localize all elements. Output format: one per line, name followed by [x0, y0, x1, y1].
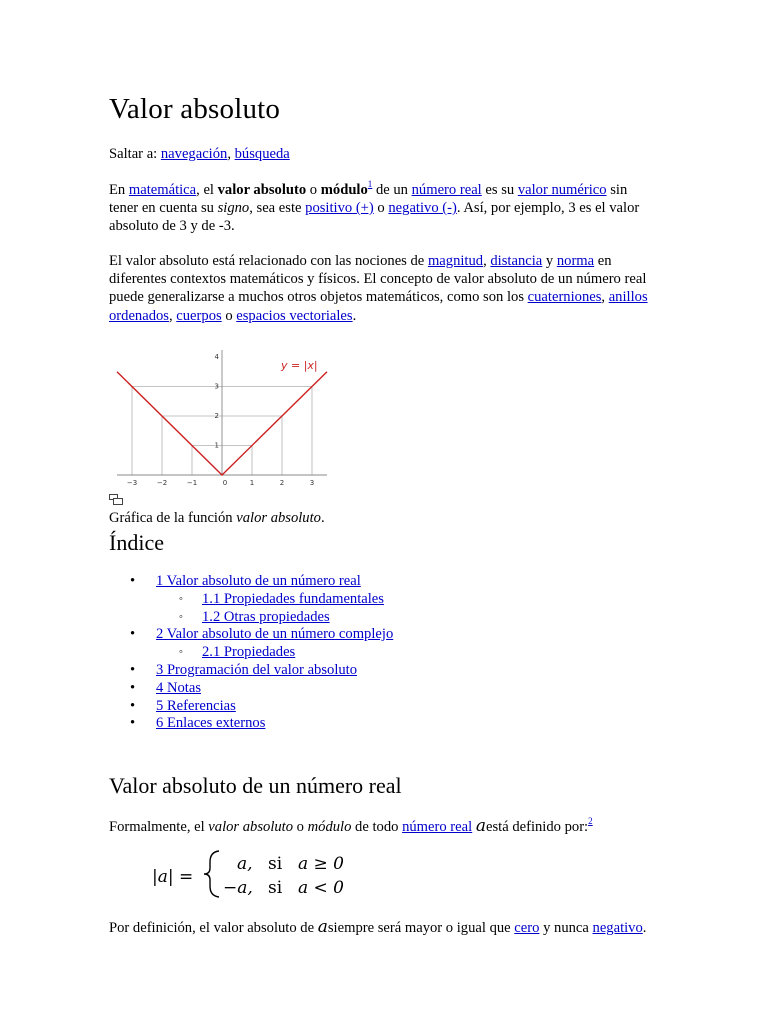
text: .	[320, 510, 325, 526]
toc-heading: Índice	[109, 530, 164, 555]
text: de todo	[351, 819, 403, 835]
toc-item	[109, 644, 393, 662]
absolute-value-chart[interactable]	[109, 350, 339, 490]
jump-links	[109, 145, 649, 163]
figure-caption	[109, 509, 649, 527]
bullet-icon: •	[130, 679, 136, 696]
x-tick-label: 3	[309, 479, 315, 487]
toc-item	[109, 698, 393, 716]
italic-term: signo	[217, 200, 250, 217]
jump-sep: ,	[227, 146, 235, 162]
text: sin tener en cuenta su	[109, 182, 628, 217]
circle-bullet-icon: ◦	[179, 610, 183, 623]
text: y	[542, 253, 557, 269]
formula-row2-cond: a < 0	[298, 878, 345, 898]
jump-prefix: Saltar a:	[109, 146, 161, 162]
text: Por definición, el valor absoluto de	[109, 920, 318, 936]
toc-item	[109, 662, 393, 680]
toc-link[interactable]: 1.1 Propiedades fundamentales	[202, 590, 384, 607]
toc-link[interactable]: 3 Programación del valor absoluto	[156, 661, 358, 678]
bullet-icon: •	[130, 697, 136, 714]
link-cero[interactable]: cero	[514, 920, 540, 936]
circle-bullet-icon: ◦	[179, 592, 183, 605]
text: Gráfica de la función	[109, 510, 237, 526]
formula-row2-si: si	[268, 878, 283, 898]
text: , sea este	[249, 200, 306, 217]
bullet-icon: •	[130, 715, 136, 732]
y-tick-label: 3	[214, 382, 219, 391]
enlarge-icon[interactable]	[109, 494, 123, 505]
y-tick-label: 2	[214, 412, 219, 420]
link-negativo-2[interactable]: negativo	[592, 920, 643, 936]
toc-item	[109, 609, 393, 627]
x-tick-label: −2	[156, 479, 168, 487]
link-busqueda[interactable]: búsqueda	[234, 146, 290, 162]
bullet-icon: •	[130, 626, 136, 643]
text: . Así, por ejemplo, 3 es el valor absoluto de 3 y de -3.	[109, 200, 640, 235]
formula-row1-cond: a ≥ 0	[298, 854, 345, 874]
text: de un	[372, 182, 412, 198]
text: o	[293, 819, 308, 835]
footnote-1[interactable]: 1	[367, 179, 373, 189]
table-of-contents	[109, 573, 393, 733]
math-variable: a	[317, 917, 328, 937]
link-numero-real[interactable]: número real	[411, 182, 482, 198]
formula-row2-value: −a,	[223, 878, 253, 898]
toc-link[interactable]: 2.1 Propiedades	[202, 644, 296, 661]
toc-link[interactable]: 1 Valor absoluto de un número real	[156, 573, 361, 589]
link-anillos-ordenados[interactable]: anillos ordenados	[109, 289, 648, 324]
text: Formalmente, el	[109, 819, 209, 835]
bullet-icon: •	[130, 573, 136, 589]
toc-link[interactable]: 5 Referencias	[156, 697, 236, 714]
text: ,	[601, 289, 609, 306]
toc-item	[109, 715, 393, 733]
x-tick-label: 1	[249, 479, 255, 487]
piecewise-formula	[152, 848, 412, 900]
bold-term: módulo	[320, 182, 368, 198]
y-tick-label: 4	[214, 353, 219, 361]
math-variable: a	[475, 816, 486, 836]
text: ,	[483, 253, 491, 269]
text: o	[306, 182, 321, 198]
text: .	[642, 920, 647, 936]
text: y nunca	[539, 920, 593, 936]
footnote-2[interactable]: 2	[588, 816, 593, 826]
x-tick-label: −1	[186, 479, 198, 487]
bold-term: valor absoluto	[217, 182, 307, 198]
link-norma[interactable]: norma	[556, 253, 595, 269]
page-title: Valor absoluto	[109, 93, 281, 125]
link-numero-real-2[interactable]: número real	[402, 819, 473, 835]
formula-row1-value: a,	[237, 854, 253, 874]
link-distancia[interactable]: distancia	[490, 253, 543, 269]
chart-title: y = |x|	[281, 359, 318, 372]
bullet-icon: •	[130, 661, 136, 678]
toc-item	[109, 680, 393, 698]
link-negativo[interactable]: negativo (-)	[388, 200, 457, 217]
text: o	[373, 200, 389, 217]
italic-term: valor absoluto	[236, 510, 321, 526]
text: El valor absoluto está relacionado con las nociones de	[109, 253, 428, 269]
definition-note-paragraph	[109, 918, 649, 937]
text: En	[109, 182, 129, 198]
link-matematica[interactable]: matemática	[128, 182, 197, 198]
x-tick-label: 0	[222, 479, 228, 487]
link-magnitud[interactable]: magnitud	[427, 253, 484, 269]
y-tick-label: 1	[214, 441, 219, 450]
toc-link[interactable]: 6 Enlaces externos	[156, 715, 266, 732]
italic-term: valor absoluto	[208, 819, 294, 835]
left-brace	[204, 851, 219, 897]
circle-bullet-icon: ◦	[179, 646, 183, 659]
link-cuaterniones[interactable]: cuaterniones	[527, 289, 602, 306]
x-tick-label: 2	[279, 479, 285, 487]
text: o	[221, 307, 237, 324]
toc-link[interactable]: 2 Valor absoluto de un número complejo	[156, 626, 394, 643]
link-cuerpos[interactable]: cuerpos	[176, 307, 222, 324]
link-valor-numerico[interactable]: valor numérico	[517, 182, 607, 198]
text: ,	[168, 307, 177, 324]
toc-item	[109, 626, 393, 644]
text: en diferentes contextos matemáticos y físicos. El concepto de valor absoluto de un número real puede generalizarse a muchos otros objetos matemáticos, como son los	[109, 253, 647, 306]
x-tick-label: −3	[126, 479, 138, 487]
toc-link[interactable]: 4 Notas	[156, 679, 201, 696]
link-navegacion[interactable]: navegación	[160, 146, 228, 162]
text: , el	[196, 182, 218, 198]
link-positivo[interactable]: positivo (+)	[305, 200, 374, 217]
link-espacios-vectoriales[interactable]: espacios vectoriales	[236, 307, 353, 324]
text: siempre será mayor o igual que	[327, 920, 515, 936]
relation-paragraph	[109, 252, 649, 325]
toc-item	[109, 573, 393, 591]
formula-lhs: |a| =	[152, 867, 194, 887]
italic-term: módulo	[307, 819, 352, 835]
toc-item	[109, 591, 393, 609]
text: .	[352, 307, 357, 324]
text: está definido por:	[485, 819, 589, 835]
formula-row1-si: si	[268, 854, 283, 874]
definition-paragraph	[109, 817, 649, 836]
text: es su	[481, 182, 518, 198]
section-heading: Valor absoluto de un número real	[109, 773, 402, 798]
intro-paragraph	[109, 181, 649, 236]
toc-link[interactable]: 1.2 Otras propiedades	[202, 608, 330, 625]
